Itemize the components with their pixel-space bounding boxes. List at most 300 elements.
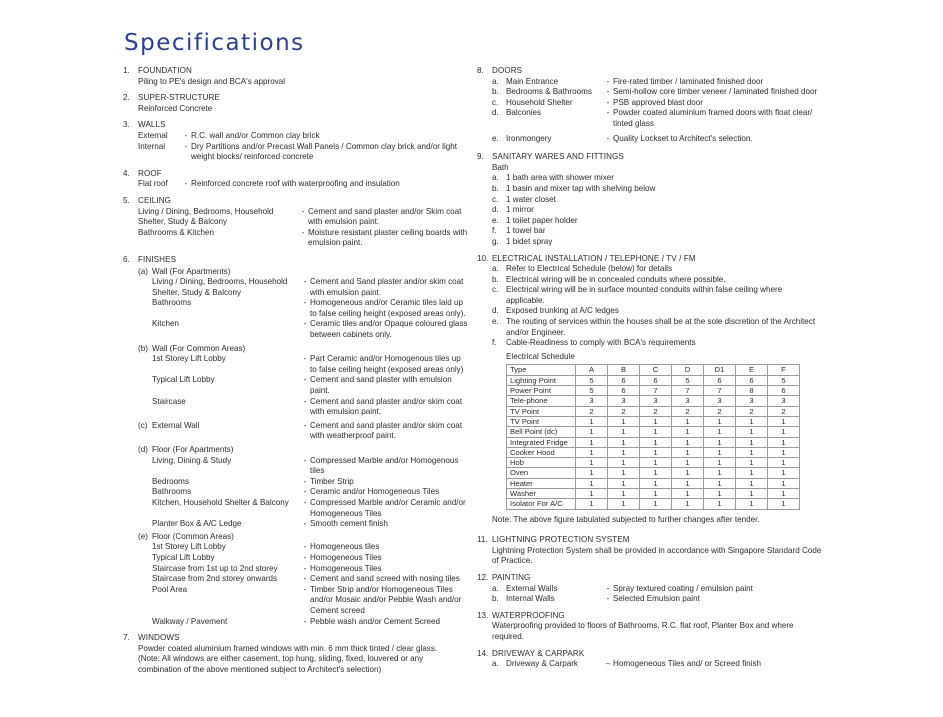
table-cell-count: 1 [608,447,640,457]
table-cell-count: 1 [640,489,672,499]
electrical-schedule-table [506,364,800,509]
section-heading: ELECTRICAL INSTALLATION / TELEPHONE / TV / FM [492,253,696,263]
spec-dash: - [303,552,307,562]
table-cell-count: 1 [704,468,736,478]
list-item [492,317,822,338]
section-number: 6. [123,254,130,264]
section-heading: WINDOWS [138,633,180,643]
section-windows [123,633,468,675]
spec-row [152,375,468,396]
spec-dash: - [301,206,305,216]
table-cell-count: 1 [576,416,608,426]
section-number: 5. [123,195,130,205]
table-header: B [608,365,640,375]
table-cell-type: Lighting Point [507,375,576,385]
section-heading: SANITARY WARES AND FITTINGS [492,152,624,162]
spec-row [138,131,468,142]
spec-dash: - [303,319,307,329]
table-cell-count: 1 [704,489,736,499]
table-cell-count: 8 [736,386,768,396]
subsection-heading: Floor (For Apartments) [152,445,234,454]
section-number: 3. [123,120,130,130]
section-lightning [477,535,822,567]
table-cell-count: 5 [672,375,704,385]
table-cell-count: 3 [576,396,608,406]
spec-value: Cement and sand plaster and/or Skim coat with emulsion paint. [308,206,462,227]
table-cell-type: TV Point [507,406,576,416]
table-cell-count: 1 [736,416,768,426]
spec-value: Fire-rated timber / laminated finished door [613,76,764,86]
table-cell-count: 7 [640,386,672,396]
left-column [123,66,468,681]
table-cell-count: 1 [704,499,736,509]
spec-key: Staircase [152,396,186,406]
spec-dash: - [303,497,307,507]
item-letter: d. [492,108,499,118]
table-cell-count: 1 [640,447,672,457]
item-letter: c. [492,194,499,204]
spec-dash: - [303,584,307,594]
list-item [492,285,822,306]
table-cell-count: 2 [704,406,736,416]
item-letter: d. [492,306,499,316]
table-cell-count: 1 [608,489,640,499]
table-cell-count: 1 [608,437,640,447]
spec-row [152,477,468,488]
spec-key: 1st Storey Lift Lobby [152,354,226,364]
spec-key: Driveway & Carpark [506,659,578,669]
spec-key: Main Entrance [506,76,559,86]
table-cell-count: 3 [736,396,768,406]
spec-key: External Walls [506,583,558,593]
section-super-structure [123,93,468,114]
table-row [507,478,800,488]
spec-value: Pebble wash and/or Cement Screed [310,616,441,626]
spec-value: Homogeneous Tiles [310,552,382,562]
table-cell-count: 1 [672,437,704,447]
table-cell-type: Tele-phone [507,396,576,406]
table-cell-count: 5 [768,375,800,385]
section-heading: ROOF [138,168,162,178]
subsection-letter: (c) [138,420,148,430]
table-cell-count: 1 [640,427,672,437]
spec-value: Semi-hollow core timber veneer / laminated finished door [613,87,818,97]
spec-value: Homogeneous tiles [310,542,380,552]
table-row [507,416,800,426]
table-cell-count: 1 [672,468,704,478]
table-cell-count: 6 [608,386,640,396]
spec-row [492,77,822,88]
item-letter: c. [492,97,499,107]
table-row [507,458,800,468]
list-item [492,173,822,184]
table-cell-count: 6 [704,375,736,385]
spec-key: Planter Box & A/C Ledge [152,519,242,529]
spec-value: Cement and sand plaster and/or skim coat with emulsion paint. [310,396,463,417]
item-letter: a. [492,659,499,669]
table-cell-count: 1 [704,458,736,468]
spec-row [492,584,822,595]
item-letter: a. [492,76,499,86]
table-row [507,386,800,396]
spec-dash: - [303,476,307,486]
spec-row [152,542,468,553]
section-waterproofing [477,611,822,643]
table-cell-count: 2 [640,406,672,416]
spec-value: Ceramic and/or Homogeneous Tiles [310,487,440,497]
table-cell-count: 1 [576,458,608,468]
spec-dash: - [303,396,307,406]
spec-dash: - [303,455,307,465]
table-cell-count: 6 [768,386,800,396]
spec-dash: – [605,659,611,669]
table-header: D1 [704,365,736,375]
table-row [507,437,800,447]
item-text: 1 mirror [506,205,534,215]
table-cell-count: 1 [576,489,608,499]
item-letter: e. [492,317,499,327]
section-doors [477,66,822,144]
list-item [492,216,822,227]
table-cell-count: 2 [736,406,768,416]
table-header: A [576,365,608,375]
table-cell-count: 1 [736,499,768,509]
table-cell-count: 1 [768,458,800,468]
spec-dash: - [606,87,610,97]
spec-dash: - [184,141,188,151]
section-text: Waterproofing provided to floors of Bathrooms, R.C. flat roof, Planter Box and where required. [492,621,794,641]
section-finishes [123,255,468,627]
table-cell-count: 6 [608,375,640,385]
spec-key: Typical Lift Lobby [152,552,215,562]
section-number: 14. [477,648,489,658]
spec-row [152,397,468,418]
spec-dash: - [303,542,307,552]
item-letter: b. [492,274,499,284]
spec-row [492,108,822,129]
table-cell-count: 1 [736,447,768,457]
item-text: Electrical wiring will be in surface mounted conduits within false ceiling where applicable. [506,285,783,305]
table-row [507,396,800,406]
table-cell-count: 1 [736,458,768,468]
table-cell-count: 3 [768,396,800,406]
spec-key: Internal Walls [506,594,555,604]
list-item [492,226,822,237]
spec-value: Reinforced concrete roof with waterproofing and insulation [191,179,400,189]
spec-key: Internal [138,141,165,151]
spec-row [152,319,468,340]
spec-key: Kitchen, Household Shelter & Balcony [152,497,289,507]
table-cell-count: 1 [672,416,704,426]
table-cell-count: 1 [608,458,640,468]
item-text: Electrical wiring will be in concealed conduits where possible. [506,274,726,284]
spec-key: Bathrooms [152,298,192,308]
spec-value: Quality Lockset to Architect's selection. [613,133,753,143]
spec-dash: - [184,130,188,140]
table-cell-count: 1 [768,478,800,488]
item-text: 1 towel bar [506,226,546,236]
table-cell-type: Cooker Hood [507,447,576,457]
table-cell-count: 1 [608,416,640,426]
item-text: 1 toilet paper holder [506,215,578,225]
section-heading: DOORS [492,66,523,75]
table-cell-type: Integrated Fridge [507,437,576,447]
spec-dash: - [303,420,307,430]
spec-value: Timber Strip [310,476,354,486]
table-cell-count: 1 [768,499,800,509]
table-cell-count: 1 [640,478,672,488]
table-cell-count: 1 [768,447,800,457]
spec-row [152,585,468,617]
section-electrical [477,254,822,526]
table-cell-count: 1 [768,468,800,478]
table-cell-count: 5 [576,386,608,396]
table-cell-type: Hob [507,458,576,468]
item-text: 1 bidet spray [506,236,553,246]
spec-row [138,207,468,228]
item-letter: f. [492,338,497,348]
spec-value: Compressed Marble and/or Ceramic and/or Homogeneous Tiles [310,497,466,518]
table-cell-count: 1 [608,427,640,437]
section-note: (Note: All windows are either casement, top hung, sliding, fixed, louvered or any combination of the above mentioned subject to Architect's selection) [138,654,424,674]
spec-row [138,179,468,190]
spec-row [152,519,468,530]
spec-key: Household Shelter [506,97,573,107]
page-title: Specifications [124,30,305,56]
item-letter: f. [492,226,497,236]
spec-key: Bedrooms [152,476,189,486]
table-cell-count: 1 [576,447,608,457]
spec-key: Typical Lift Lobby [152,375,215,385]
table-header-row [507,365,800,375]
table-cell-count: 1 [576,499,608,509]
subsection-letter: (e) [138,531,148,541]
spec-dash: - [606,108,610,118]
spec-dash: - [303,375,307,385]
spec-row [492,134,822,145]
spec-row [492,594,822,605]
item-text: 1 bath area with shower mixer [506,173,614,183]
item-letter: b. [492,594,499,604]
table-cell-count: 1 [736,427,768,437]
spec-row [152,498,468,519]
table-cell-type: TV Point [507,416,576,426]
table-cell-type: Oven [507,468,576,478]
item-text: The routing of services within the houses shall be at the sole discretion of the Architect and/or Engineer. [506,317,816,337]
table-row [507,406,800,416]
spec-value: Spray textured coating / emulsion paint [613,583,753,593]
table-cell-count: 1 [608,499,640,509]
spec-value: Smooth cement finish [310,519,388,529]
spec-key: Ironmongery [506,133,552,143]
spec-dash: - [606,133,610,143]
spec-value: Compressed Marble and/or Homogenous tiles [310,455,459,476]
section-number: 13. [477,610,489,620]
spec-key: Walkway / Pavement [152,616,228,626]
table-cell-count: 1 [736,468,768,478]
table-row [507,468,800,478]
schedule-title: Electrical Schedule [506,351,575,361]
section-sanitary [477,152,822,247]
table-cell-count: 1 [736,437,768,447]
list-item [492,275,822,286]
spec-key: Living / Dining, Bedrooms, Household Shelter, Study & Balcony [152,277,288,297]
spec-value: Timber Strip and/or Homogeneous Tiles and/or Mosaic and/or Pebble Wash and/or Cement screed [310,584,462,615]
spec-value: Cement and sand plaster and/or skim coat with weatherproof paint. [310,420,463,441]
section-heading: WATERPROOFING [492,610,565,620]
table-header: F [768,365,800,375]
subsection-heading: External Wall [152,420,200,430]
table-row [507,375,800,385]
table-cell-count: 1 [672,499,704,509]
section-text: Powder coated aluminium framed windows with min. 6 mm thick tinted / clear glass. [138,643,438,653]
spec-key: Staircase from 1st up to 2nd storey [152,563,278,573]
list-item [492,306,822,317]
item-letter: c. [492,285,499,295]
spec-dash: - [303,574,307,584]
section-heading: SUPER-STRUCTURE [138,93,220,103]
spec-dash: - [303,616,307,626]
section-driveway [477,649,822,670]
subsection-wall-apartments [138,267,468,341]
table-cell-type: Heater [507,478,576,488]
section-heading: PAINTING [492,572,531,582]
item-letter: g. [492,236,499,246]
section-number: 11. [477,535,488,545]
table-cell-count: 1 [640,416,672,426]
item-letter: a. [492,264,499,274]
section-roof [123,169,468,190]
spec-row [152,564,468,575]
section-foundation [123,66,468,87]
spec-key: Living, Dining & Study [152,455,232,465]
section-number: 1. [123,66,130,75]
spec-value: PSB approved blast door [613,97,703,107]
spec-row [492,98,822,109]
table-cell-count: 1 [608,468,640,478]
spec-row [152,487,468,498]
table-cell-count: 1 [704,416,736,426]
spec-dash: - [184,179,188,189]
item-letter: e. [492,133,499,143]
spec-row [492,659,822,670]
table-cell-count: 3 [640,396,672,406]
spec-key: Flat roof [138,179,168,189]
table-cell-count: 2 [768,406,800,416]
table-cell-count: 1 [704,478,736,488]
section-text: Lightning Protection System shall be provided in accordance with Singapore Standard Code of Practice. [492,545,822,566]
table-header: D [672,365,704,375]
section-heading: LIGHTNING PROTECTION SYSTEM [492,535,630,545]
list-item [492,237,822,248]
spec-value: Powder coated aluminium framed doors with float clear/ tinted glass [613,108,813,128]
spec-dash: - [303,277,307,287]
list-item [492,338,822,349]
spec-value: Cement and sand plaster with emulsion paint. [310,375,452,396]
spec-dash: - [303,487,307,497]
table-cell-count: 2 [576,406,608,416]
spec-value: Cement and sand screed with nosing tiles [310,574,460,584]
section-number: 7. [123,633,130,643]
section-number: 4. [123,168,130,178]
spec-key: External [138,130,168,140]
section-number: 8. [477,66,484,75]
spec-value: Homogeneous Tiles and/ or Screed finish [613,659,762,669]
table-cell-count: 1 [672,458,704,468]
subsection-heading: Wall (For Apartments) [152,266,231,276]
list-item [492,195,822,206]
table-cell-count: 6 [640,375,672,385]
subsection-letter: (b) [138,343,148,353]
spec-value: Moisture resistant plaster ceiling boards with emulsion paint. [308,227,468,248]
subsection-heading: Floor (Common Areas) [152,531,234,541]
right-column [477,66,822,676]
table-cell-count: 1 [576,437,608,447]
subsection-floor-common [138,532,468,627]
item-text: 1 water closet [506,194,556,204]
table-cell-count: 1 [640,458,672,468]
spec-dash: - [606,76,610,86]
subsection-heading: Bath [492,162,509,172]
item-text: 1 basin and mixer tap with shelving below [506,183,656,193]
section-number: 2. [123,93,130,103]
section-heading: DRIVEWAY & CARPARK [492,648,585,658]
spec-value: Homogeneous and/or Ceramic tiles laid up to false ceiling height (exposed areas only). [310,298,466,318]
spec-row [152,553,468,564]
table-cell-count: 7 [672,386,704,396]
section-number: 10. [477,253,489,263]
table-cell-count: 1 [736,478,768,488]
section-ceiling [123,196,468,249]
table-cell-count: 1 [576,468,608,478]
table-row [507,427,800,437]
spec-row [152,617,468,628]
item-letter: a. [492,583,499,593]
spec-row [152,421,468,442]
section-number: 9. [477,152,484,162]
section-number: 12. [477,572,489,582]
table-cell-count: 1 [672,447,704,457]
table-cell-count: 6 [736,375,768,385]
spec-dash: - [303,354,307,364]
spec-row [152,354,468,375]
spec-value: Dry Partitions and/or Precast Wall Panels / Common clay brick and/or light weight blocks/ reinforced concrete [191,141,457,162]
table-cell-count: 1 [640,468,672,478]
table-header: E [736,365,768,375]
section-heading: WALLS [138,120,166,130]
spec-key: Bathrooms & Kitchen [138,227,215,237]
spec-row [152,574,468,585]
spec-key: Bathrooms [152,487,192,497]
item-letter: a. [492,173,499,183]
spec-key: Staircase from 2nd storey onwards [152,574,278,584]
spec-row [152,456,468,477]
subsection-letter: (a) [138,266,148,276]
table-cell-count: 5 [576,375,608,385]
spec-key: Balconies [506,108,542,118]
subsection-external-wall [138,421,468,442]
item-letter: b. [492,183,499,193]
spec-dash: - [606,97,610,107]
subsection-wall-common [138,344,468,418]
list-item [492,205,822,216]
table-cell-count: 1 [576,478,608,488]
table-cell-type: Power Point [507,386,576,396]
spec-key: Living / Dining, Bedrooms, Household Shelter, Study & Balcony [138,206,274,227]
item-letter: e. [492,215,499,225]
spec-row [138,142,468,163]
table-cell-count: 1 [640,499,672,509]
